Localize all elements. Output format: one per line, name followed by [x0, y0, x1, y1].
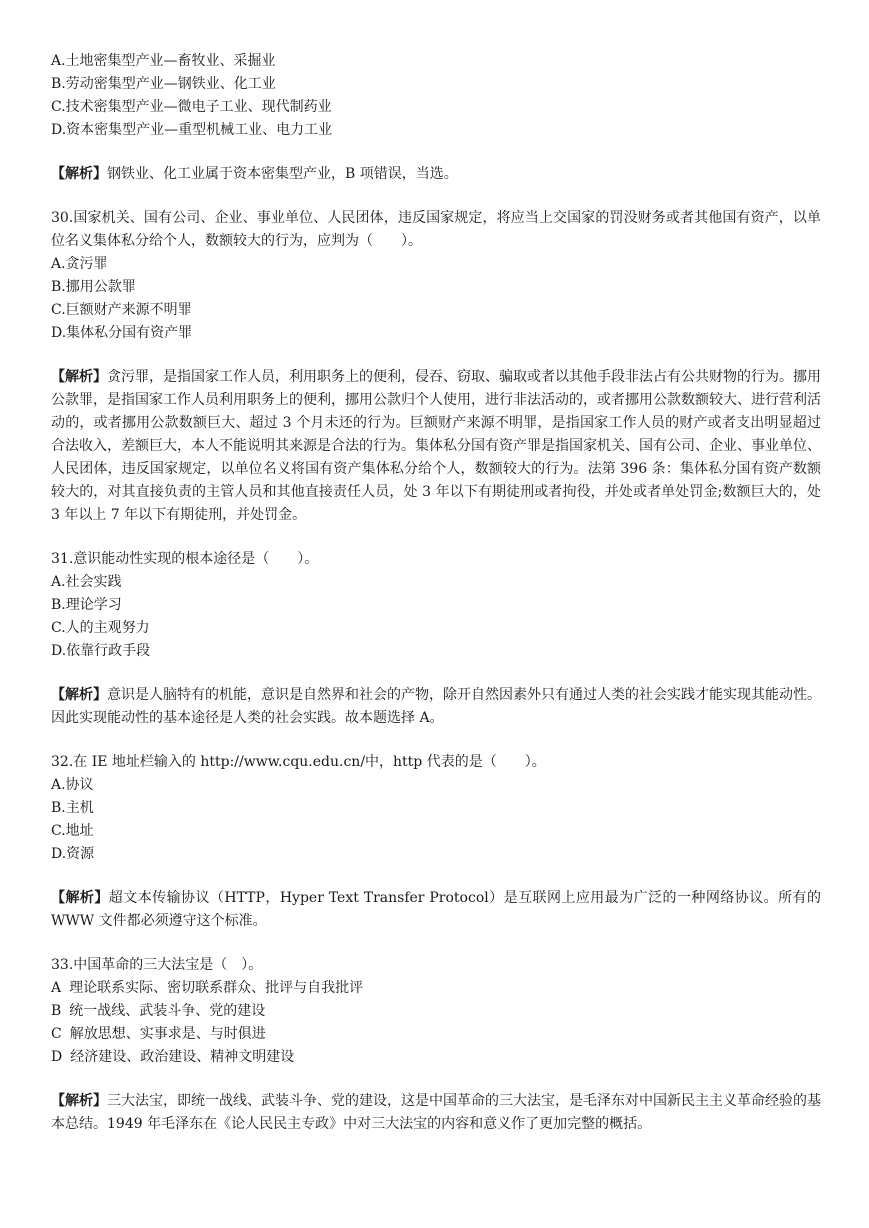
q32-analysis-text: 超文本传输协议（HTTP，Hyper Text Transfer Protocol）是互联网上应用最为广泛的一种网络协议。所有的 WWW 文件都必须遵守这个标准。	[51, 890, 822, 929]
q29-option-d: D.资本密集型产业—重型机械工业、电力工业	[51, 122, 333, 138]
q32-stem: 32.在 IE 地址栏输入的 http://www.cqu.edu.cn/中，http 代表的是（ ）。	[51, 754, 546, 770]
analysis-tag: 【解析】	[51, 166, 107, 182]
question-31	[51, 548, 821, 730]
analysis-tag: 【解析】	[51, 369, 107, 385]
option-letter: C	[51, 1026, 62, 1042]
option-text: 解放思想、实事求是、与时俱进	[69, 1026, 266, 1042]
q31-option-b: B.理论学习	[51, 597, 122, 613]
option-letter: D	[51, 1049, 63, 1065]
q30-analysis	[51, 366, 821, 527]
q33-analysis-text: 三大法宝，即统一战线、武装斗争、党的建设，这是中国革命的三大法宝，是毛泽东对中国新民主主义革命经验的基本总结。1949 年毛泽东在《论人民民主专政》中对三大法宝的内容和意义作了更加完整的概括。	[51, 1093, 821, 1132]
q30-analysis-text: 贪污罪，是指国家工作人员，利用职务上的便利，侵吞、窃取、骗取或者以其他手段非法占有公共财物的行为。挪用公款罪，是指国家工作人员利用职务上的便利，挪用公款归个人使用，进行非法活动的，或者挪用公款数额较大、进行营利活动的，或者挪用公款数额巨大、超过 3 个月未还的行为。巨额财产来源不明罪，是指国家工作人员的财产或者支出明显超过合法收入，差额巨大，本人不能说明其来源是合法的行为。集体私分国有资产罪是指国家机关、国有公司、企业、事业单位、人民团体，违反国家规定，以单位名义将国有资产集体私分给个人，数额较大的行为。法第 396 条：集体私分国有资产数额较大的，对其直接负责的主管人员和其他直接责任人员，处 3 年以下有期徒刑或者拘役，并处或者单处罚金;数额巨大的，处 3 年以上 7 年以下有期徒刑，并处罚金。	[51, 369, 821, 523]
q33-option-d	[51, 1046, 821, 1069]
option-text: 统一战线、武装斗争、党的建设	[69, 1003, 266, 1019]
q33-option-b	[51, 1000, 821, 1023]
q32-option-d: D.资源	[51, 846, 95, 862]
q32-option-c: C.地址	[51, 823, 94, 839]
q31-analysis-text: 意识是人脑特有的机能，意识是自然界和社会的产物，除开自然因素外只有通过人类的社会实践才能实现其能动性。因此实现能动性的基本途径是人类的社会实践。故本题选择 A。	[51, 687, 821, 726]
q31-option-d: D.依靠行政手段	[51, 643, 151, 659]
q33-analysis	[51, 1090, 821, 1136]
q31-option-a: A.社会实践	[51, 574, 122, 590]
question-32	[51, 751, 821, 933]
q31-option-c: C.人的主观努力	[51, 620, 150, 636]
q30-option-a: A.贪污罪	[51, 256, 108, 272]
analysis-tag: 【解析】	[51, 1093, 107, 1109]
q33-option-c	[51, 1023, 821, 1046]
question-30	[51, 207, 821, 527]
q29-analysis-text: 钢铁业、化工业属于资本密集型产业，B 项错误，当选。	[107, 166, 458, 182]
option-text: 经济建设、政治建设、精神文明建设	[70, 1049, 295, 1065]
option-letter: A	[51, 980, 62, 996]
q30-stem: 30.国家机关、国有公司、企业、事业单位、人民团体，违反国家规定，将应当上交国家的罚没财务或者其他国有资产，以单位名义集体私分给个人，数额较大的行为，应判为（ ）。	[51, 210, 821, 249]
q32-option-a: A.协议	[51, 777, 94, 793]
q32-option-b: B.主机	[51, 800, 94, 816]
q29-option-a: A.土地密集型产业—畜牧业、采掘业	[51, 53, 276, 69]
option-letter: B	[51, 1003, 62, 1019]
q29-option-b: B.劳动密集型产业—钢铁业、化工业	[51, 76, 276, 92]
option-text: 理论联系实际、密切联系群众、批评与自我批评	[69, 980, 364, 996]
q29-analysis	[51, 163, 821, 186]
q33-stem: 33.中国革命的三大法宝是（ ）。	[51, 957, 263, 973]
analysis-tag: 【解析】	[51, 687, 107, 703]
document-page	[51, 50, 821, 1136]
q30-option-c: C.巨额财产来源不明罪	[51, 302, 192, 318]
q29-option-c: C.技术密集型产业—微电子工业、现代制药业	[51, 99, 332, 115]
q31-analysis	[51, 684, 821, 730]
analysis-tag: 【解析】	[51, 890, 109, 906]
q33-option-a	[51, 977, 821, 1000]
q32-analysis	[51, 887, 821, 933]
question-33	[51, 954, 821, 1136]
q30-option-b: B.挪用公款罪	[51, 279, 136, 295]
question-29	[51, 50, 821, 186]
q30-option-d: D.集体私分国有资产罪	[51, 325, 193, 341]
q31-stem: 31.意识能动性实现的根本途径是（ ）。	[51, 551, 319, 567]
